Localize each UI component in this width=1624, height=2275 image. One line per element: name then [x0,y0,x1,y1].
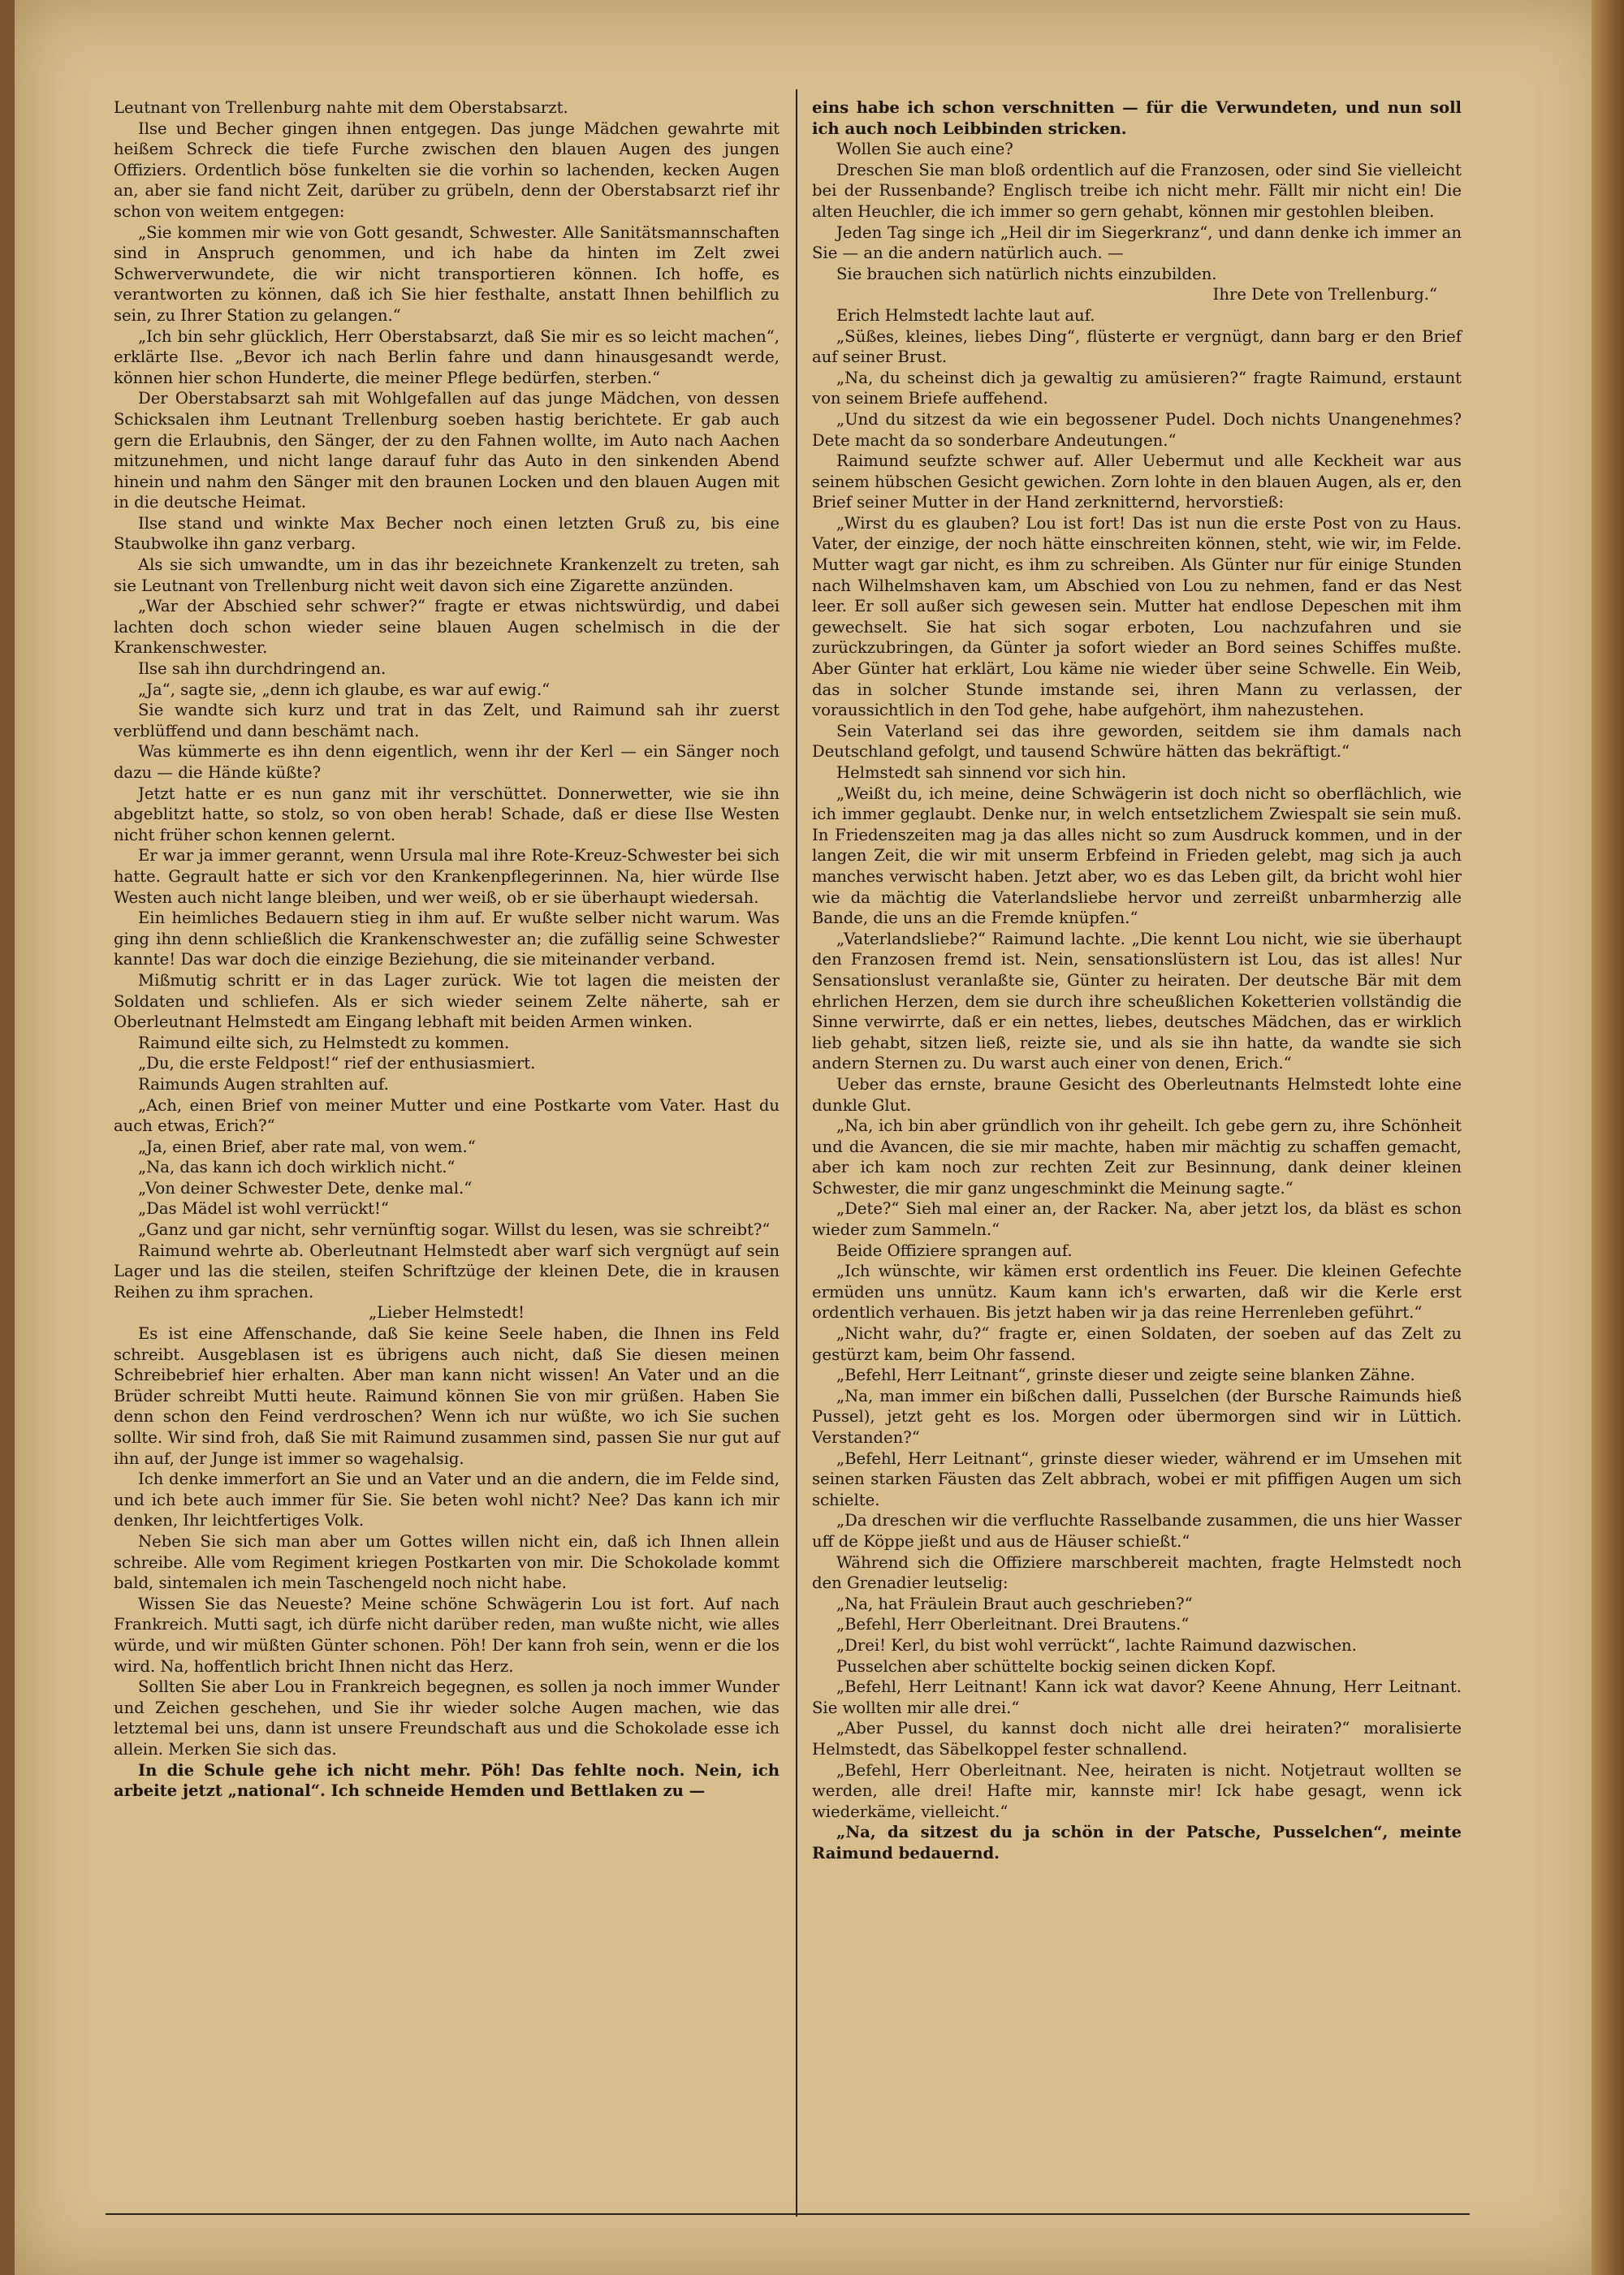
paragraph: Leutnant von Trellenburg nahte mit dem Oberstabsarzt. [114,98,568,117]
paragraph: Der Oberstabsarzt sah mit Wohlgefallen auf das junge Mädchen, von dessen Schicksalen ihm Leutnant Trellenburg soeben hastig berichtete. Er gab auch gern die Erlaubnis, den Sänger, der zu den Fahnen wollte, im Auto nach Aachen mitzunehmen, und nicht lange darauf fuhr das Auto in den sinkenden Abend hinein und nahm den Sänger mit den braunen Locken und den blauen Augen mit in die deutsche Heimat. [114,389,780,512]
paragraph: Mißmutig schritt er in das Lager zurück. Wie tot lagen die meisten der Soldaten und schliefen. Als er sich wieder seinem Zelte näherte, sah er Oberleutnant Helmstedt am Eingang lebhaft mit beiden Armen winken. [114,970,780,1032]
paragraph: „Du, die erste Feldpost!“ rief der enthusiasmiert. [138,1054,536,1073]
paragraph: „Da dreschen wir die verfluchte Rasselbande zusammen, die uns hier Wasser uff de Köppe jießt und aus de Häuser schießt.“ [812,1511,1462,1551]
paragraph: „Von deiner Schwester Dete, denke mal.“ [138,1178,473,1198]
paragraph: „Befehl, Herr Oberleitnant. Drei Brautens.“ [836,1615,1190,1634]
paragraph: „Ja“, sagte sie, „denn ich glaube, es war auf ewig.“ [138,680,551,699]
paragraph: „Nicht wahr, du?“ fragte er, einen Soldaten, der soeben auf das Zelt zu gestürzt kam, beim Ohr fassend. [812,1324,1462,1364]
paragraph: „Vaterlandsliebe?“ Raimund lachte. „Die kennt Lou nicht, wie sie überhaupt den Franzosen fremd ist. Nein, sensationslüstern ist Lou, das ist alles! Nur Sensationslust veranlaßte sie, Günter zu heiraten. Der deutsche Bär mit dem ehrlichen Herzen, dem sie durch ihre scheußlichen Koketterien vollständig die Sinne verwirrte, daß er ein nettes, liebes, deutsches Mädchen, das er wirklich lieb gehabt, sitzen ließ, reizte sie, und als sie ihn hatte, da wandte sie sich andern Sternen zu. Du warst auch einer von denen, Erich.“ [812,929,1462,1073]
paragraph: „Na, man immer ein bißchen dalli, Pusselchen (der Bursche Raimunds hieß Pussel), jetzt geht es los. Morgen oder übermorgen sind wir in Lüttich. Verstanden?“ [812,1386,1462,1447]
column-divider [796,89,797,2217]
paragraph: Dreschen Sie man bloß ordentlich auf die Franzosen, oder sind Sie vielleicht bei der Russenbande? Englisch treibe ich nicht mehr. Fällt mir nicht ein! Die alten Heuchler, die ich immer so gern gehabt, können mir gestohlen bleiben. [812,160,1462,221]
paragraph: „War der Abschied sehr schwer?“ fragte er etwas nichtswürdig, und dabei lachten doch schon wieder seine blauen Augen schelmisch in die der Krankenschwester. [114,597,780,658]
paragraph: „Ja, einen Brief, aber rate mal, von wem.“ [138,1137,476,1156]
paragraph: Neben Sie sich man aber um Gottes willen nicht ein, daß ich Ihnen allein schreibe. Alle vom Regiment kriegen Postkarten von mir. Die Schokolade kommt bald, sintemalen ich mein Taschengeld noch nicht habe. [114,1531,780,1593]
paragraph: „Süßes, kleines, liebes Ding“, flüsterte er vergnügt, dann barg er den Brief auf seiner Brust. [812,326,1462,367]
paragraph: Er war ja immer gerannt, wenn Ursula mal ihre Rote-Kreuz-Schwester bei sich hatte. Gegrault hatte er sich vor den Krankenpflegerinnen. Na, hier würde Ilse Westen auch nicht lange bleiben, und wer weiß, ob er sie überhaupt wiedersah. [114,846,780,907]
bottom-rule [106,2213,1470,2215]
paragraph: Ilse sah ihn durchdringend an. [138,659,387,679]
letter-signature: Ihre Dete von Trellenburg.“ [1212,285,1437,304]
paragraph: „Na, du scheinst dich ja gewaltig zu amüsieren?“ fragte Raimund, erstaunt von seinem Briefe auffehend. [812,368,1462,408]
paragraph: Als sie sich umwandte, um in das ihr bezeichnete Krankenzelt zu treten, sah sie Leutnant von Trellenburg nicht weit davon sich eine Zigarette anzünden. [114,555,780,595]
paragraph: „Und du sitzest da wie ein begossener Pudel. Doch nichts Unangenehmes? Dete macht da so sonderbare Andeutungen.“ [812,409,1462,450]
left-column [114,97,780,1802]
paragraph: „Drei! Kerl, du bist wohl verrückt“, lachte Raimund dazwischen. [836,1635,1357,1655]
paragraph: In die Schule gehe ich nicht mehr. Pöh! Das fehlte noch. Nein, ich arbeite jetzt „national“. Ich schneide Hemden und Bettlaken zu — [114,1760,780,1801]
paragraph: „Befehl, Herr Leitnant“, grinste dieser wieder, während er im Umsehen mit seinen starken Fäusten das Zelt abbrach, wobei er mit pfiffigen Augen um sich schielte. [812,1448,1462,1509]
paragraph: Ich denke immerfort an Sie und an Vater und an die andern, die im Felde sind, und ich bete auch immer für Sie. Sie beten wohl nicht? Nee? Das kann ich mir denken, Ihr leichtfertiges Volk. [114,1470,780,1530]
paragraph: Ilse und Becher gingen ihnen entgegen. Das junge Mädchen gewahrte mit heißem Schreck die tiefe Furche zwischen den blauen Augen des jungen Offiziers. Ordentlich böse funkelten sie die vorhin so lachenden, kecken Augen an, aber sie fand nicht Zeit, darüber zu grübeln, denn der Oberstabsarzt rief ihr schon von weitem entgegen: [114,119,780,221]
page-edge [1592,0,1624,2275]
paragraph: „Sie kommen mir wie von Gott gesandt, Schwester. Alle Sanitätsmannschaften sind in Anspruch genommen, und ich habe da hinten im Zelt zwei Schwerverwundete, die wir nicht transportieren können. Ich hoffe, es verantworten zu können, daß ich Sie hier festhalte, anstatt Ihnen behilflich zu sein, zu Ihrer Station zu gelangen.“ [114,222,780,325]
paragraph: Pusselchen aber schüttelte bockig seinen dicken Kopf. [836,1656,1276,1676]
paragraph: „Ach, einen Brief von meiner Mutter und eine Postkarte vom Vater. Hast du auch etwas, Erich?“ [114,1095,780,1136]
paragraph: „Ich bin sehr glücklich, Herr Oberstabsarzt, daß Sie mir es so leicht machen“, erklärte Ilse. „Bevor ich nach Berlin fahre und dann hinausgesandt werde, können hier schon Hunderte, die meiner Pflege bedürfen, sterben.“ [114,326,780,387]
paragraph: „Na, das kann ich doch wirklich nicht.“ [138,1158,456,1177]
paragraph: „Ich wünschte, wir kämen erst ordentlich ins Feuer. Die kleinen Gefechte ermüden uns unnütz. Kaum kann ich's erwarten, daß wir die Kerle erst ordentlich verhauen. Bis jetzt haben wir ja das reine Herrenleben geführt.“ [812,1262,1462,1323]
paragraph: „Na, ich bin aber gründlich von ihr geheilt. Ich gebe gern zu, ihre Schönheit und die Avancen, die sie mir machte, haben mir mächtig zu schaffen gemacht, aber ich kam noch zur rechten Zeit zur Besinnung, dank deiner kleinen Schwester, die mir ganz ungeschminkt die Meinung sagte.“ [812,1116,1462,1198]
paragraph: „Dete?“ Sieh mal einer an, der Racker. Na, aber jetzt los, da bläst es schon wieder zum Sammeln.“ [812,1199,1462,1240]
paragraph: Es ist eine Affenschande, daß Sie keine Seele haben, die Ihnen ins Feld schreibt. Ausgeblasen ist es übrigens auch nicht, daß Sie diesen meinen Schreibebrief hier erhalten. Aber man kann nicht wissen! An Vater und an die Brüder schreibt Mutti heute. Raimund können Sie von mir grüßen. Haben Sie denn schon den Feind verdroschen? Wenn ich nur wüßte, wo ich Sie suchen sollte. Wir sind froh, daß Sie mit Raimund zusammen sind, passen Sie nur gut auf ihn auf, der Junge ist immer so wagehalsig. [114,1324,780,1468]
paragraph: „Ganz und gar nicht, sehr vernünftig sogar. Willst du lesen, was sie schreibt?“ [138,1220,771,1240]
paragraph: „Befehl, Herr Leitnant“, grinste dieser und zeigte seine blanken Zähne. [836,1366,1415,1385]
paragraph: Was kümmerte es ihn denn eigentlich, wenn ihr der Kerl — ein Sänger noch dazu — die Hände küßte? [114,742,780,782]
paragraph: „Wirst du es glauben? Lou ist fort! Das ist nun die erste Post von zu Haus. Vater, der einzige, der noch hätte einschreiten können, steht, wie wir, im Felde. Mutter wagt gar nicht, es ihm zu schreiben. Als Günter nur für einige Stunden nach Wilhelmshaven kam, um Abschied von Lou zu nehmen, fand er das Nest leer. Er soll außer sich gewesen sein. Mutter hat endlose Depeschen mit ihm gewechselt. Sie hat sich sogar erboten, Lou nachzufahren und sie zurückzubringen, da Günter ja sofort wieder an Bord seines Schiffes mußte. Aber Günter hat erklärt, Lou käme nie wieder über seine Schwelle. Ein Weib, das in solcher Stunde imstande sei, ihren Mann zu verlassen, der voraussichtlich in den Tod gehe, habe aufgehört, ihm nahezustehen. [812,513,1462,720]
paragraph: Jetzt hatte er es nun ganz mit ihr verschüttet. Donnerwetter, wie sie ihn abgeblitzt hatte, so stolz, so von oben herab! Schade, daß er diese Ilse Westen nicht früher schon kennen gelernt. [114,784,780,844]
paragraph: „Na, da sitzest du ja schön in der Patsche, Pusselchen“, meinte Raimund bedauernd. [812,1823,1462,1863]
paragraph: „Weißt du, ich meine, deine Schwägerin ist doch nicht so oberflächlich, wie ich immer geglaubt. Denke nur, in welch entsetzlichem Zwiespalt sie sein muß. In Friedenszeiten mag ja das alles nicht so zum Ausdruck kommen, und in der langen Zeit, die wir mit unserm Erbfeind in Frieden gelebt, mag sich ja auch manches verwischt haben. Jetzt aber, wo es das Leben gilt, da bricht wohl hier wie da mächtig die Vaterlandsliebe hervor und zerreißt unbarmherzig alle Bande, die uns an die Fremde knüpfen.“ [812,784,1462,928]
paragraph: eins habe ich schon verschnitten — für die Verwundeten, und nun soll ich auch noch Leibbinden stricken. [812,98,1462,138]
paragraph: „Aber Pussel, du kannst doch nicht alle drei heiraten?“ moralisierte Helmstedt, das Säbelkoppel fester schnallend. [812,1719,1462,1759]
paragraph: Während sich die Offiziere marschbereit machten, fragte Helmstedt noch den Grenadier leutselig: [812,1552,1462,1593]
paragraph: Erich Helmstedt lachte laut auf. [836,305,1095,325]
paragraph: Raimunds Augen strahlten auf. [138,1074,389,1094]
letter-salutation: „Lieber Helmstedt! [368,1303,525,1323]
paragraph: Sollten Sie aber Lou in Frankreich begegnen, es sollen ja noch immer Wunder und Zeichen geschehen, und Sie ihr wieder solche Augen machen, wie das letztemal bei uns, dann ist unsere Freundschaft aus und die Schokolade esse ich allein. Merken Sie sich das. [114,1677,780,1759]
paragraph: Ein heimliches Bedauern stieg in ihm auf. Er wußte selber nicht warum. Was ging ihn denn schließlich die Krankenschwester an; die zufällig seine Schwester kannte! Das war doch die einzige Beziehung, die sie miteinander verband. [114,909,780,969]
paragraph: Wollen Sie auch eine? [836,140,1013,159]
right-column [812,97,1462,1863]
paragraph: Ilse stand und winkte Max Becher noch einen letzten Gruß zu, bis eine Staubwolke ihn ganz verbarg. [114,513,780,554]
paragraph: Sie wandte sich kurz und trat in das Zelt, und Raimund sah ihr zuerst verblüffend und dann beschämt nach. [114,701,780,740]
paragraph: Sein Vaterland sei das ihre geworden, seitdem sie ihm damals nach Deutschland gefolgt, und tausend Schwüre hätten das bekräftigt.“ [812,721,1462,762]
paragraph: Wissen Sie das Neueste? Meine schöne Schwägerin Lou ist fort. Auf nach Frankreich. Mutti sagt, ich dürfe nicht darüber reden, man wußte nicht, wie alles würde, und wir müßten Günter schonen. Pöh! Der kann froh sein, wenn er die los wird. Na, hoffentlich bricht Ihnen nicht das Herz. [114,1594,780,1676]
paragraph: Sie brauchen sich natürlich nichts einzubilden. [836,264,1217,283]
paragraph: Helmstedt sah sinnend vor sich hin. [836,763,1127,782]
paragraph: „Befehl, Herr Oberleitnant. Nee, heiraten is nicht. Notjetraut wollten se werden, alle drei! Hafte mir, kannste mir! Ick habe gesagt, wenn ick wiederkäme, vielleicht.“ [812,1760,1462,1821]
paragraph: Beide Offiziere sprangen auf. [836,1241,1073,1260]
paragraph: „Na, hat Fräulein Braut auch geschrieben?“ [836,1594,1193,1613]
paragraph: Ueber das ernste, braune Gesicht des Oberleutnants Helmstedt lohte eine dunkle Glut. [812,1074,1462,1115]
paragraph: Raimund wehrte ab. Oberleutnant Helmstedt aber warf sich vergnügt auf sein Lager und las die steilen, steifen Schriftzüge der kleinen Dete, die in krausen Reihen zu ihm sprachen. [114,1241,780,1302]
paragraph: „Befehl, Herr Leitnant! Kann ick wat davor? Keene Ahnung, Herr Leitnant. Sie wollten mir alle drei.“ [812,1677,1462,1717]
paragraph: Raimund seufzte schwer auf. Aller Uebermut und alle Keckheit war aus seinem hübschen Gesicht gewichen. Zorn lohte in den blauen Augen, als er, den Brief seiner Mutter in der Hand zerknitternd, hervorstieß: [812,451,1462,512]
paragraph: „Das Mädel ist wohl verrückt!“ [138,1199,389,1219]
paragraph: Jeden Tag singe ich „Heil dir im Siegerkranz“, und dann denke ich immer an Sie — an die andern natürlich auch. — [812,222,1462,263]
paragraph: Raimund eilte sich, zu Helmstedt zu kommen. [138,1033,510,1052]
